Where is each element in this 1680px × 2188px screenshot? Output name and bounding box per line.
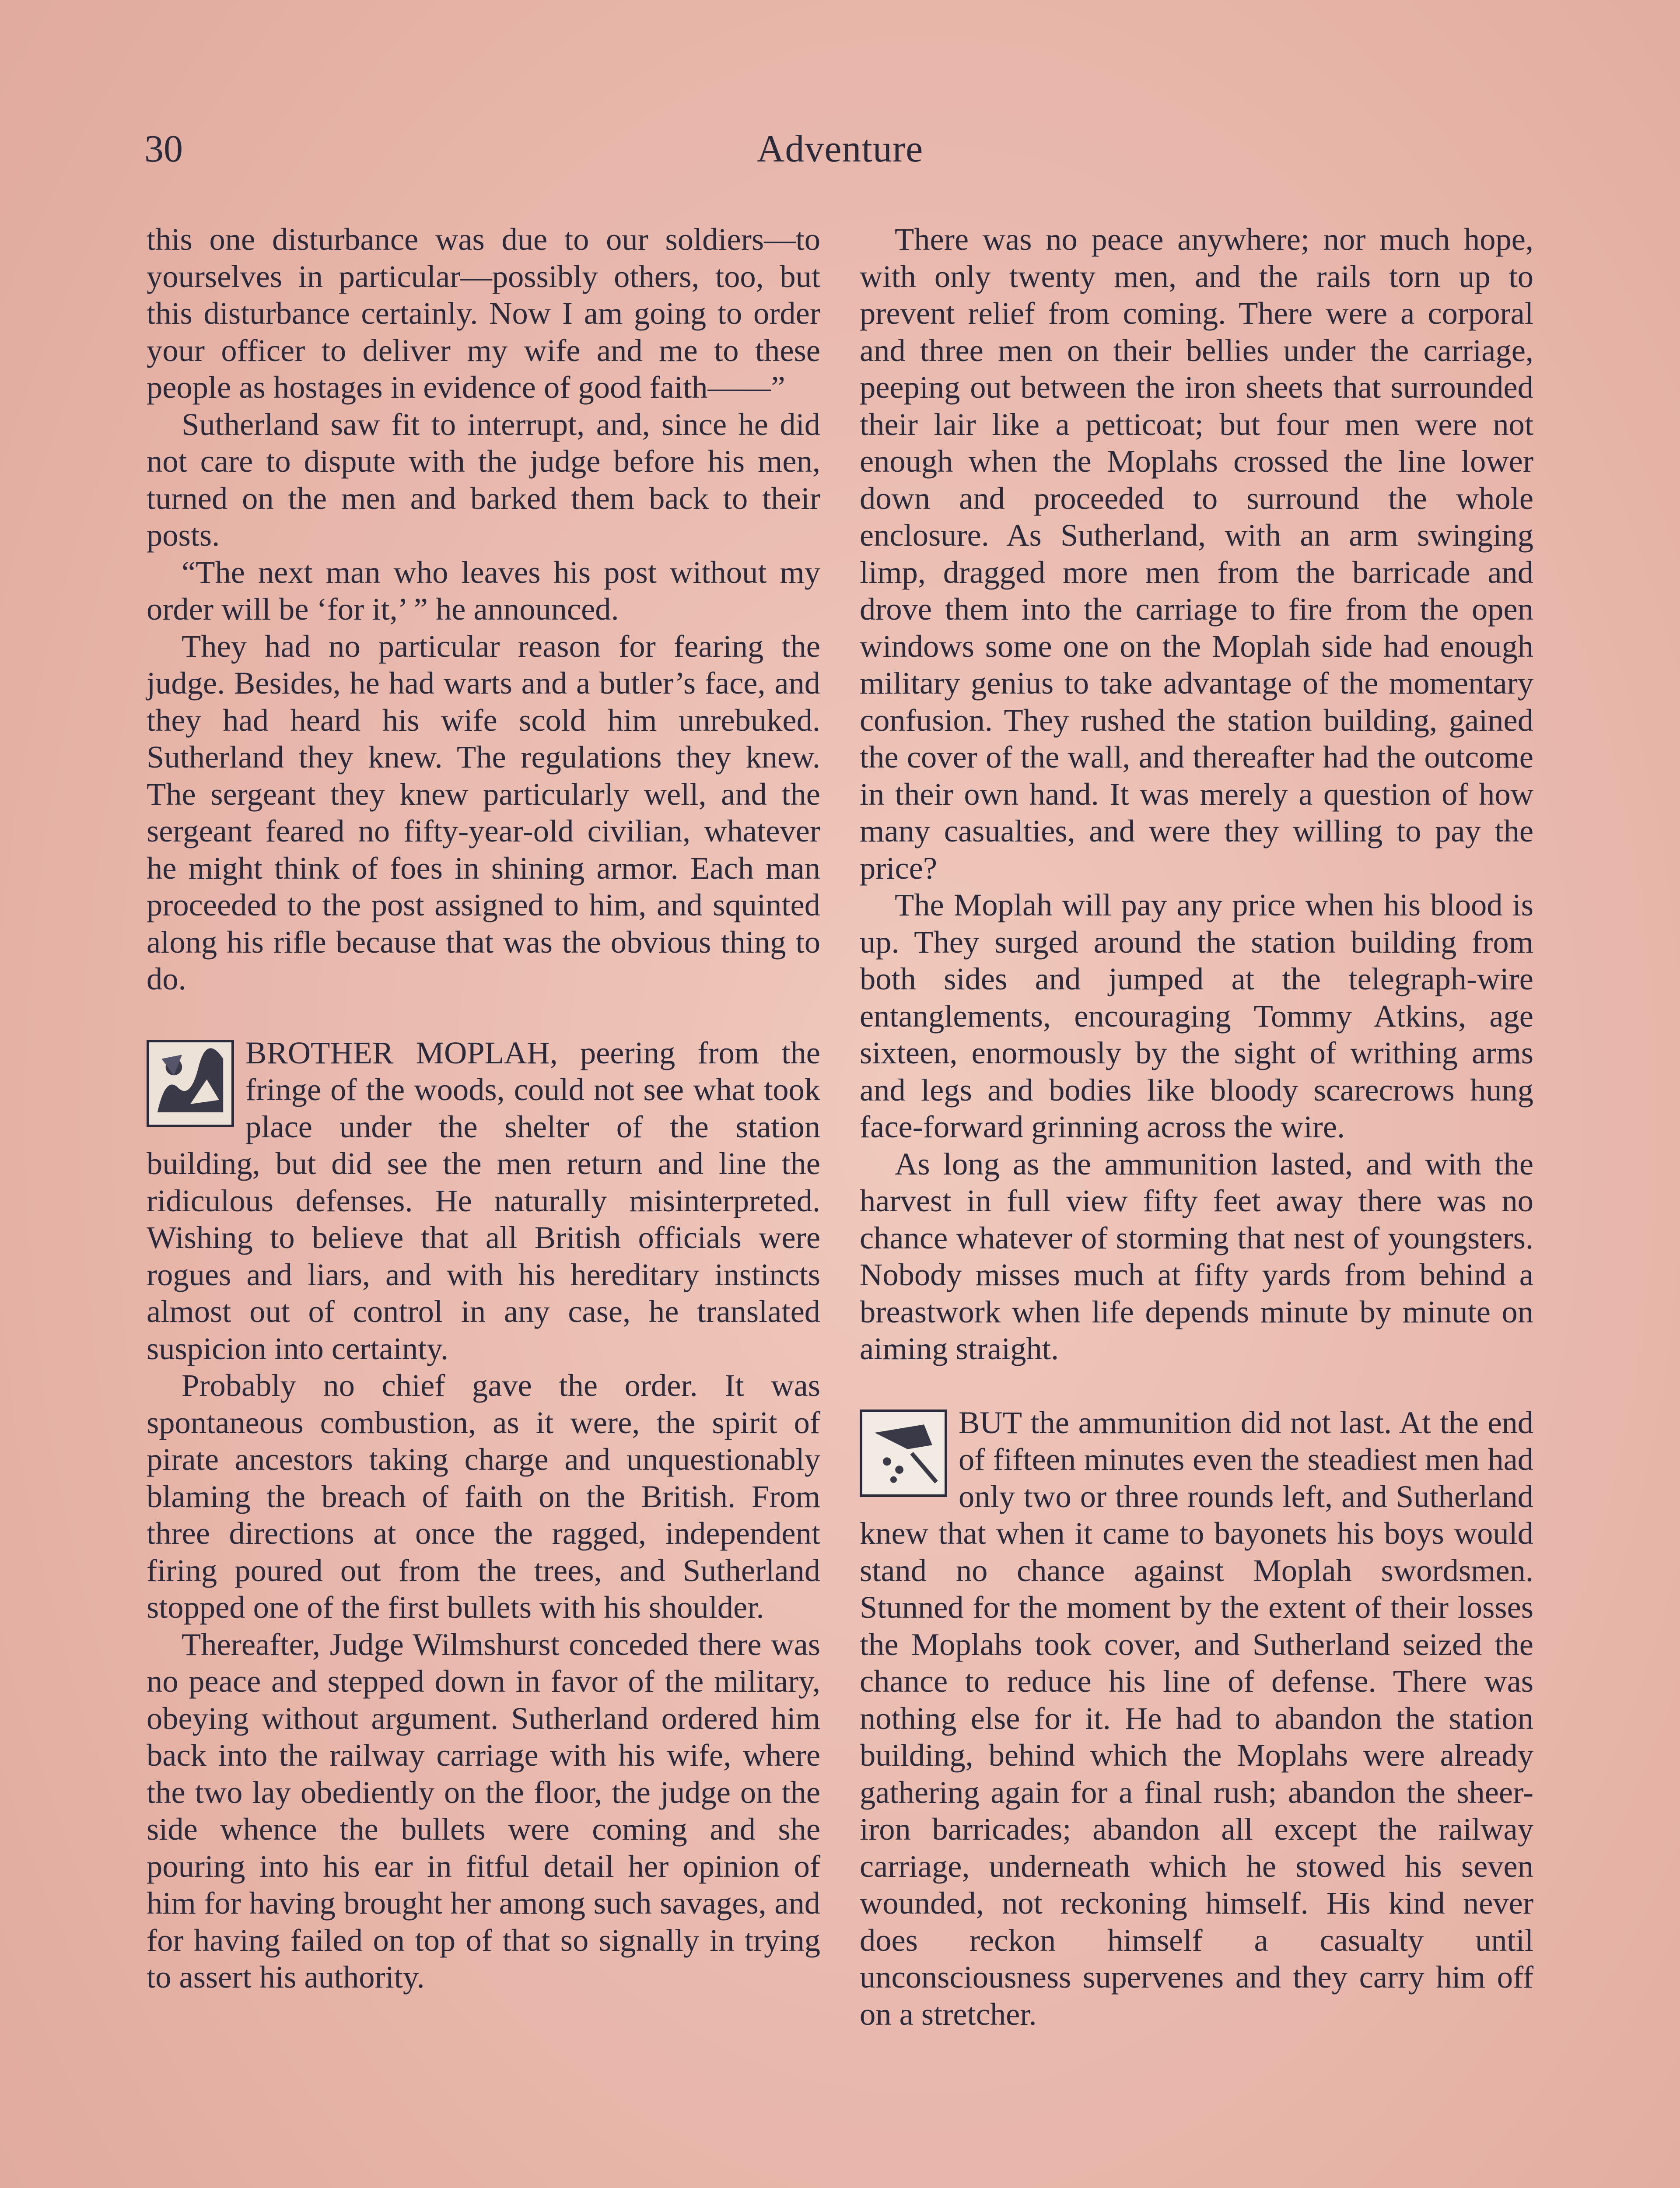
running-title: Adventure xyxy=(756,128,924,170)
paragraph: The Moplah will pay any price when his blood is up. They surged around the station building from both sides and jumped at the telegraph-wire entanglements, encouraging Tommy Atkins, age sixteen, enormously by the sight of writhing arms and legs and bodies like bloody scarecrows hung face-forward grinning across the wire. xyxy=(860,887,1533,1144)
paragraph: As long as the ammunition lasted, and with the harvest in full view fifty feet away there was no chance whatever of storming that nest of youngsters. Nobody misses much at fifty yards from behind a breastwork when life depends minute by minute on aiming straight. xyxy=(860,1146,1533,1366)
paragraph: this one disturbance was due to our soldiers—to yourselves in particular—possibly others, too, but this disturbance certainly. Now I am going to order your officer to deliver my wife and me to these people as hostages in evidence of good faith——” xyxy=(147,221,820,405)
page-number: 30 xyxy=(144,128,183,170)
section-break xyxy=(147,1034,820,1368)
section-break xyxy=(860,1404,1533,2033)
paragraph: Sutherland saw fit to interrupt, and, since he did not care to dispute with the judge before his men, turned on the men and barked them back to their posts. xyxy=(147,406,820,553)
page-header xyxy=(144,127,1536,184)
paragraph: They had no particular reason for fearing the judge. Besides, he had warts and a butler’s face, and they had heard his wife scold him unrebuked. Sutherland they knew. The regulations they knew. The sergeant they knew particularly well, and the sergeant feared no fifty-year-old civilian, whatever he might think of foes in shining armor. Each man proceeded to the post assigned to him, and squinted along his rifle because that was the obvious thing to do. xyxy=(147,628,820,996)
paragraph: Thereafter, Judge Wilmshurst conceded there was no peace and stepped down in favor of the military, obeying without argument. Sutherland ordered him back into the railway carriage with his wife, where the two lay obediently on the floor, the judge on the side whence the bullets were coming and she pouring into his ear in fitful detail her opinion of him for having brought her among such savages, and for having failed on top of that so signally in trying to assert his authority. xyxy=(147,1626,820,1995)
paragraph: Probably no chief gave the order. It was spontaneous combustion, as it were, the spirit of pirate ancestors taking charge and unquestionably blaming the breach of faith on the British. From three directions at once the ragged, independent firing poured out from the trees, and Sutherland stopped one of the first bullets with his shoulder. xyxy=(147,1368,820,1625)
ornamental-dropcap-icon xyxy=(147,1040,234,1127)
section-opening-paragraph: BROTHER MOPLAH, peering from the fringe of the woods, could not see what took place under the shelter of the station building, but did see the men return and line the ridiculous defenses. He naturally misinterpreted. Wishing to believe that all British officials were rogues and liars, and with his hereditary instincts almost out of control in any case, he translated suspicion into certainty. xyxy=(147,1034,820,1366)
paragraph: “The next man who leaves his post without my order will be ‘for it,’ ” he announced. xyxy=(147,554,820,627)
left-column xyxy=(147,221,820,1996)
paragraph: There was no peace anywhere; nor much hope, with only twenty men, and the rails torn up to prevent relief from coming. There were a corporal and three men on their bellies under the carriage, peeping out between the iron sheets that surrounded their lair like a petticoat; but four men were not enough when the Moplahs crossed the line lower down and proceeded to surround the whole enclosure. As Sutherland, with an arm swinging limp, dragged more men from the barricade and drove them into the carriage to fire from the open windows some one on the Moplah side had enough military genius to take advantage of the momentary confusion. They rushed the station building, gained the cover of the wall, and thereafter had the outcome in their own hand. It was merely a question of how many casualties, and were they willing to pay the price? xyxy=(860,221,1533,886)
right-column xyxy=(860,221,1533,2033)
section-opening-paragraph: BUT the ammunition did not last. At the end of fifteen minutes even the steadiest men had only two or three rounds left, and Sutherland knew that when it came to bayonets his boys would stand no chance against Moplah swordsmen. Stunned for the moment by the extent of their losses the Moplahs took cover, and Sutherland seized the chance to reduce his line of defense. There was nothing else for it. He had to abandon the station building, behind which the Moplahs were already gathering again for a final rush; abandon the sheer-iron barricades; abandon all except the railway carriage, underneath which he stowed his seven wounded, not reckoning himself. His kind never does reckon himself a casualty until unconsciousness supervenes and they carry him off on a stretcher. xyxy=(860,1404,1533,2032)
ornamental-dropcap-icon xyxy=(860,1410,947,1497)
